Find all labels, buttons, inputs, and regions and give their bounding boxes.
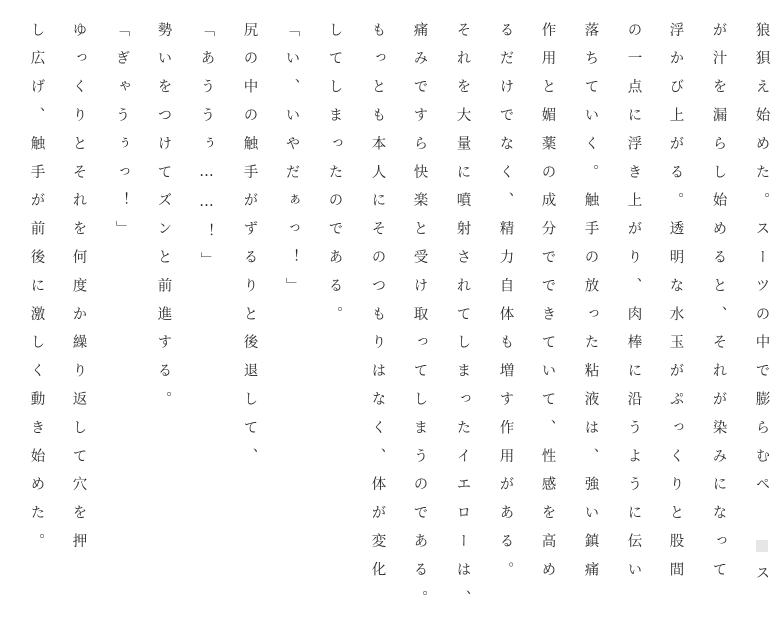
text-column-17: ゆっくりとそれを何度か繰り返して穴を押 <box>70 22 87 562</box>
text-column-5: 落ちていく。触手の放った粘液は、強い鎮痛 <box>582 22 599 590</box>
text-column-13: 尻の中の触手がずるりと後退して、 <box>241 22 258 477</box>
text-column-2: が汁を漏らし始めると、それが染みになって <box>710 22 727 590</box>
text-column-7: るだけでなく、精力自体も増す作用がある。 <box>497 22 514 590</box>
text-column-11: してしまったのである。 <box>326 22 343 335</box>
text-column-16: 「ぎゃうぅっ！」 <box>113 22 130 250</box>
text-column-1-continued: ス <box>753 565 770 594</box>
text-column-18: し広げ、触手が前後に激しく動き始めた。 <box>28 22 45 562</box>
text-column-6: 作用と媚薬の成分でできていて、性感を高め <box>539 22 556 590</box>
text-column-12: 「い、いやだぁっ！」 <box>283 22 300 306</box>
text-column-9: 痛みですら快楽と受け取ってしまうのである。 <box>411 22 428 618</box>
text-column-1: 狼狽え始めた。スーツの中で膨らむペ <box>753 22 770 505</box>
text-column-10: もっとも本人にそのつもりはなく、体が変化 <box>369 22 386 590</box>
text-column-4: の一点に浮き上がり、肉棒に沿うように伝い <box>625 22 642 590</box>
gray-marker-block <box>756 540 768 552</box>
text-column-14: 「あううぅ……！」 <box>198 22 215 281</box>
text-column-15: 勢いをつけてズンと前進する。 <box>155 22 172 420</box>
text-column-8: それを大量に噴射されてしまったイエローは、 <box>454 22 471 618</box>
text-column-3: 浮かび上がる。透明な水玉がぷっくりと股間 <box>667 22 684 590</box>
